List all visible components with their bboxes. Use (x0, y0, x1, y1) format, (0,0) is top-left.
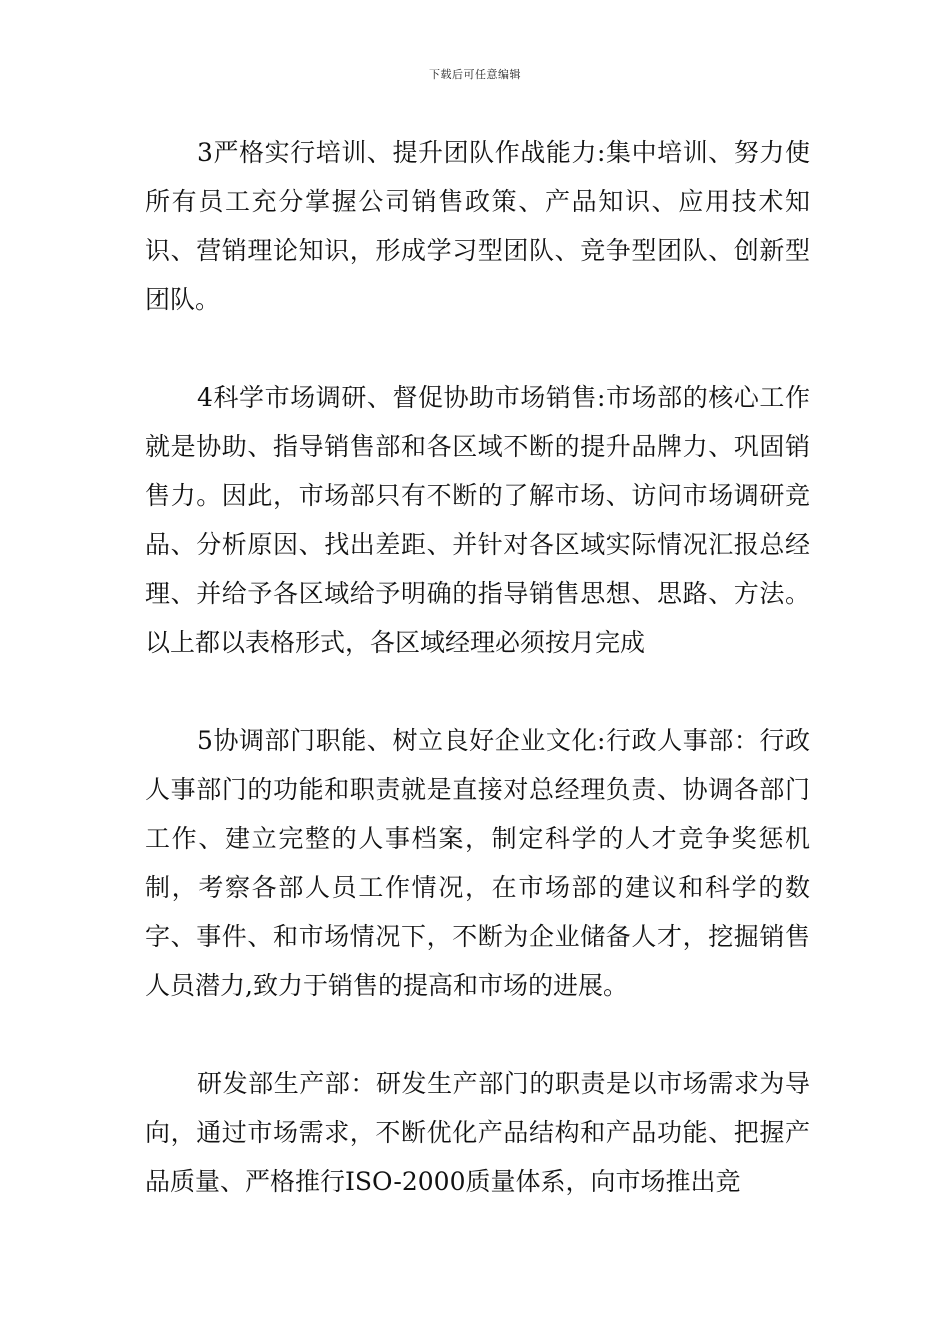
document-body (145, 128, 810, 1255)
page-header-note: 下载后可任意编辑 (429, 68, 521, 81)
paragraph-rd-production: 研发部生产部：研发生产部门的职责是以市场需求为导向，通过市场需求，不断优化产品结构和产品功能、把握产品质量、严格推行ISO-2000质量体系，向市场推出竞 (145, 1069, 810, 1196)
paragraph-market-research: 4科学市场调研、督促协助市场销售:市场部的核心工作就是协助、指导销售部和各区域不断的提升品牌力、巩固销售力。因此，市场部只有不断的了解市场、访问市场调研竞品、分析原因、找出差距、并针对各区域实际情况汇报总经理、并给予各区域给予明确的指导销售思想、思路、方法。以上都以表格形式，各区域经理必须按月完成 (145, 383, 810, 657)
paragraph-department-coordination: 5协调部门职能、树立良好企业文化:行政人事部：行政人事部门的功能和职责就是直接对总经理负责、协调各部门工作、建立完整的人事档案，制定科学的人才竞争奖惩机制，考察各部人员工作情况，在市场部的建议和科学的数字、事件、和市场情况下，不断为企业储备人才，挖掘销售人员潜力,致力于销售的提高和市场的进展。 (145, 726, 810, 1000)
paragraph-training: 3严格实行培训、提升团队作战能力:集中培训、努力使所有员工充分掌握公司销售政策、产品知识、应用技术知识、营销理论知识，形成学习型团队、竞争型团队、创新型团队。 (145, 138, 810, 314)
